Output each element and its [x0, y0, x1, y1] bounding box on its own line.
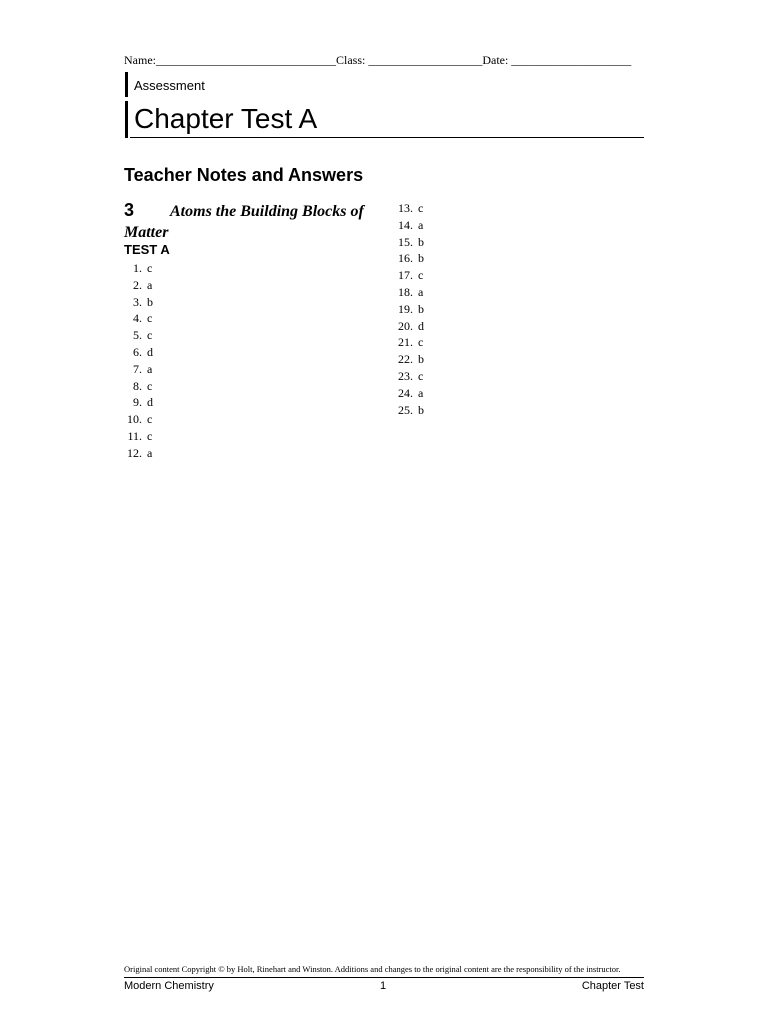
answer-item — [391, 250, 424, 267]
answer-letter: c — [147, 428, 153, 443]
answer-item — [124, 411, 153, 428]
answer-letter: c — [147, 378, 153, 393]
answer-letter: b — [147, 294, 153, 309]
answer-number: 13. — [398, 201, 413, 215]
answer-list-left — [124, 260, 153, 462]
test-label: TEST A — [124, 242, 170, 257]
answer-letter: a — [418, 284, 424, 299]
answer-item — [124, 361, 153, 378]
answer-number: 21. — [398, 335, 413, 350]
answer-letter: a — [418, 217, 424, 232]
answer-letter: c — [147, 311, 153, 326]
answer-number: 8. — [133, 378, 142, 393]
chapter-number: 3 — [124, 200, 135, 220]
answer-item — [391, 200, 424, 217]
footer-book-title: Modern Chemistry — [124, 980, 214, 992]
answer-item — [124, 327, 153, 344]
name-class-date-line: Name:______________________________Class: ___________________Date: ____________________ — [124, 53, 632, 67]
section-heading: Teacher Notes and Answers — [124, 165, 364, 185]
answer-letter: d — [418, 318, 424, 333]
answer-letter: c — [418, 368, 424, 383]
answer-number: 10. — [127, 412, 142, 427]
answer-letter: c — [147, 328, 153, 343]
answer-item — [124, 445, 153, 462]
answer-letter: b — [418, 301, 424, 316]
answer-item — [391, 318, 424, 335]
footer-rule — [124, 977, 644, 978]
answer-number: 22. — [398, 352, 413, 367]
answer-number: 11. — [127, 428, 142, 443]
answer-letter: a — [147, 277, 153, 292]
answer-letter: a — [147, 445, 153, 460]
answer-letter: d — [147, 344, 153, 359]
answer-number: 12. — [127, 445, 142, 460]
answer-number: 17. — [398, 268, 413, 283]
answer-number: 18. — [398, 284, 413, 299]
answer-item — [391, 267, 424, 284]
answer-item — [391, 284, 424, 301]
answer-number: 25. — [398, 402, 413, 417]
assessment-label: Assessment — [134, 78, 205, 93]
footer — [124, 979, 644, 993]
answer-number: 16. — [398, 251, 413, 266]
footer-section-name: Chapter Test — [581, 980, 644, 992]
answer-item — [391, 334, 424, 351]
answer-item — [391, 351, 424, 368]
answer-letter: d — [147, 395, 153, 410]
answer-letter: c — [147, 412, 153, 427]
answer-letter: a — [147, 361, 153, 376]
answer-letter: c — [418, 201, 424, 215]
answer-item — [124, 428, 153, 445]
assessment-bar — [125, 72, 128, 97]
answer-number: 4. — [133, 311, 142, 326]
answer-number: 19. — [398, 301, 413, 316]
answer-item — [391, 234, 424, 251]
answer-letter: c — [147, 261, 153, 275]
answer-item — [124, 394, 153, 411]
answer-number: 6. — [133, 344, 142, 359]
title-bar — [125, 101, 128, 138]
answer-item — [124, 277, 153, 294]
answer-number: 20. — [398, 318, 413, 333]
answer-letter: a — [418, 385, 424, 400]
answer-number: 1. — [133, 261, 142, 275]
answer-number: 15. — [398, 234, 413, 249]
answer-item — [391, 368, 424, 385]
answer-item — [124, 310, 153, 327]
answer-item — [124, 260, 153, 277]
answer-letter: c — [418, 268, 424, 283]
answer-number: 7. — [133, 361, 142, 376]
chapter-title: Atoms the Building Blocks of Matter — [124, 203, 364, 241]
answer-letter: b — [418, 402, 424, 417]
answer-item — [391, 217, 424, 234]
answer-number: 9. — [133, 395, 142, 410]
copyright-notice: Original content Copyright © by Holt, Rinehart and Winston. Additions and changes to the original content are the responsibility of the instructor. — [124, 964, 621, 974]
answer-number: 5. — [133, 328, 142, 343]
answer-letter: b — [418, 352, 424, 367]
answer-item — [391, 385, 424, 402]
answer-item — [391, 301, 424, 318]
answer-number: 23. — [398, 368, 413, 383]
answer-item — [391, 402, 424, 419]
answer-letter: b — [418, 251, 424, 266]
answer-number: 3. — [133, 294, 142, 309]
answer-item — [124, 378, 153, 395]
answer-number: 2. — [133, 277, 142, 292]
footer-page-number: 1 — [380, 980, 387, 992]
page-title: Chapter Test A — [134, 103, 318, 134]
answer-number: 14. — [398, 217, 413, 232]
answer-item — [124, 294, 153, 311]
answer-letter: c — [418, 335, 424, 350]
title-underline — [130, 137, 644, 138]
answer-item — [124, 344, 153, 361]
answer-number: 24. — [398, 385, 413, 400]
answer-letter: b — [418, 234, 424, 249]
answer-list-right — [391, 200, 424, 418]
